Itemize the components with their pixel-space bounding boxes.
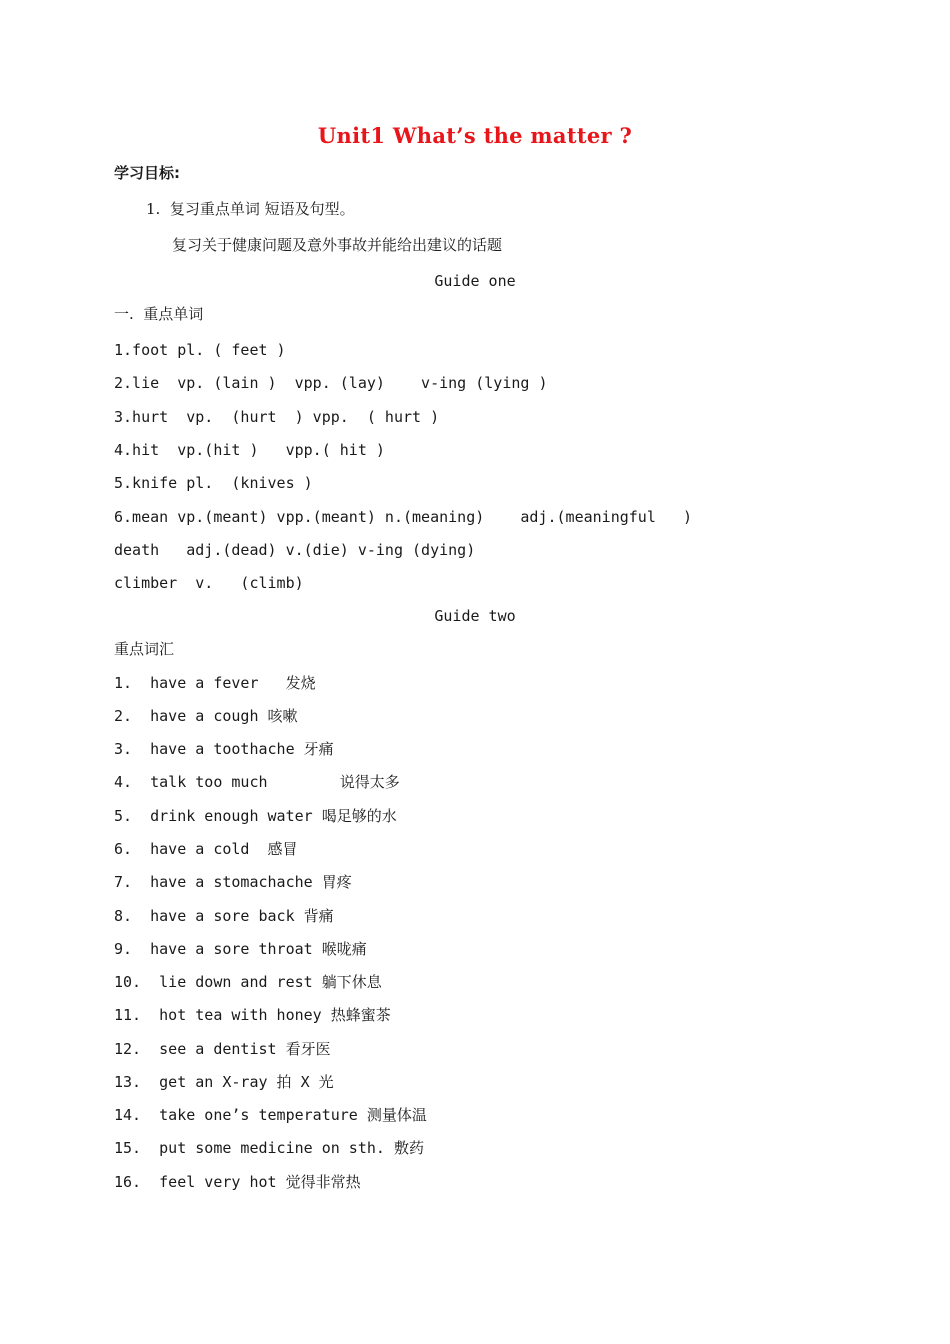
phrase-item: 14. take one’s temperature 测量体温: [114, 1106, 427, 1124]
guide-one-section-title: 一. 重点单词: [114, 305, 204, 323]
guide-two-heading: Guide two: [434, 607, 516, 625]
phrase-item: 5. drink enough water 喝足够的水: [114, 807, 397, 825]
vocab-line: 3.hurt vp. (hurt ) vpp. ( hurt ): [114, 408, 440, 426]
vocab-line: 6.mean vp.(meant) vpp.(meant) n.(meaning) adj.(meaningful ): [114, 508, 692, 526]
phrase-item: 8. have a sore back 背痛: [114, 907, 334, 925]
objective-item: 1. 复习重点单词 短语及句型。: [146, 200, 355, 218]
phrase-item: 12. see a dentist 看牙医: [114, 1040, 331, 1058]
vocab-line: death adj.(dead) v.(die) v-ing (dying): [114, 541, 476, 559]
vocab-line: 1.foot pl. ( feet ): [114, 341, 286, 359]
objective-item: 复习关于健康问题及意外事故并能给出建议的话题: [172, 236, 503, 254]
vocab-line: climber v. (climb): [114, 574, 304, 592]
phrase-item: 7. have a stomachache 胃疼: [114, 873, 352, 891]
phrase-item: 3. have a toothache 牙痛: [114, 740, 334, 758]
phrase-item: 4. talk too much 说得太多: [114, 773, 400, 791]
phrase-item: 11. hot tea with honey 热蜂蜜茶: [114, 1006, 391, 1024]
guide-one-heading: Guide one: [434, 272, 516, 290]
phrase-item: 2. have a cough 咳嗽: [114, 707, 298, 725]
phrase-item: 15. put some medicine on sth. 敷药: [114, 1139, 424, 1157]
vocab-line: 4.hit vp.(hit ) vpp.( hit ): [114, 441, 385, 459]
phrase-item: 6. have a cold 感冒: [114, 840, 298, 858]
vocab-line: 5.knife pl. (knives ): [114, 474, 313, 492]
objectives-heading: 学习目标:: [114, 164, 180, 182]
vocab-line: 2.lie vp. (lain ) vpp. (lay) v-ing (lying ): [114, 374, 548, 392]
page-title: Unit1 What’s the matter ?: [317, 123, 633, 148]
phrase-item: 1. have a fever 发烧: [114, 674, 316, 692]
phrase-item: 9. have a sore throat 喉咙痛: [114, 940, 367, 958]
phrase-item: 13. get an X-ray 拍 X 光: [114, 1073, 334, 1091]
phrase-item: 16. feel very hot 觉得非常热: [114, 1173, 361, 1191]
guide-two-section-title: 重点词汇: [114, 640, 175, 658]
phrase-item: 10. lie down and rest 躺下休息: [114, 973, 382, 991]
